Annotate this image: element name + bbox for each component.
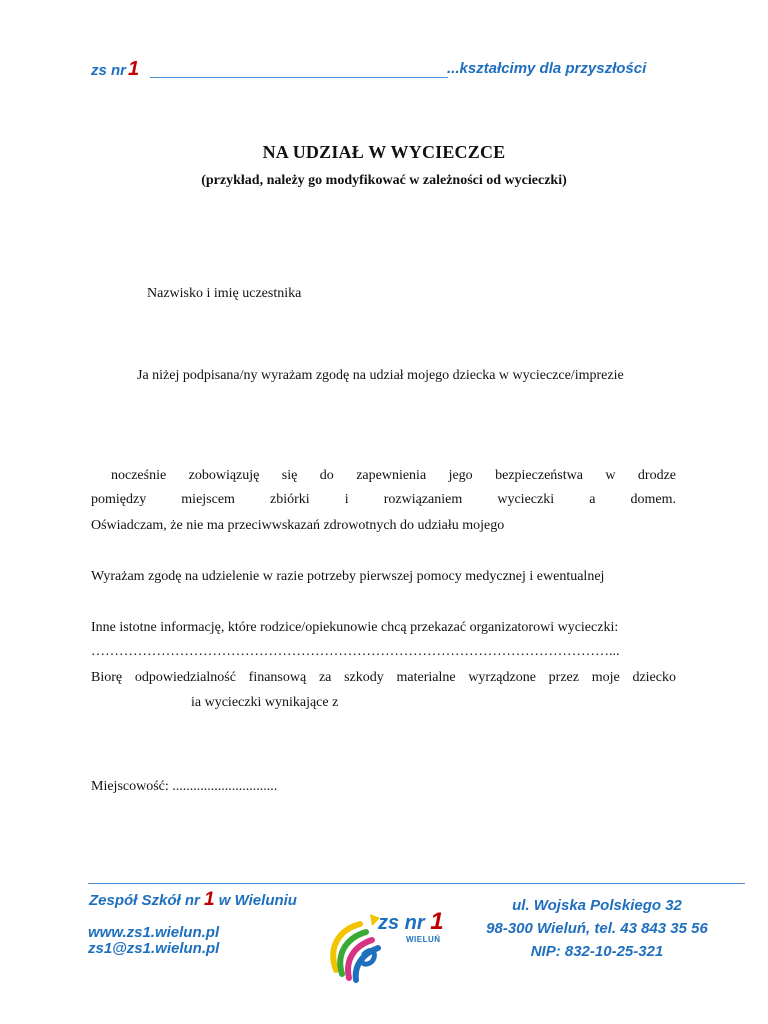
paragraph-line: nocześnie zobowiązuję się do zapewnienia jego bezpieczeństwa w drodze xyxy=(111,468,676,483)
dotted-fill-line: …………………………………………………………………………………………………... xyxy=(91,644,620,659)
footer-address-block xyxy=(466,894,728,963)
header-rule xyxy=(150,77,448,78)
header-school-number: 1 xyxy=(128,58,140,80)
footer-contacts xyxy=(88,925,219,957)
logo-subtext: WIELUŃ xyxy=(406,935,441,944)
header-motto: ...kształcimy dla przyszłości xyxy=(447,60,647,77)
header-school-prefix: zs nr xyxy=(91,62,127,79)
logo-number: 1 xyxy=(430,908,444,935)
footer-school-number: 1 xyxy=(204,889,215,910)
footer-school-prefix: Zespół Szkół nr xyxy=(89,892,200,909)
logo-prefix: zs nr xyxy=(378,912,425,934)
footer-nip: NIP: 832-10-25-321 xyxy=(530,943,664,960)
place-label: Miejscowość: .............................. xyxy=(91,779,278,794)
other-info-label: Inne istotne informację, które rodzice/opiekunowie chcą przekazać organizatorowi wycieczki: xyxy=(91,620,619,635)
footer-school-name xyxy=(89,889,297,911)
liability-line: Biorę odpowiedzialność finansową za szkody materialne wyrządzone przez moje dziecko xyxy=(91,670,676,685)
footer-email[interactable]: zs1@zs1.wielun.pl xyxy=(88,940,220,957)
header-school-mark xyxy=(91,58,139,81)
first-aid-consent: Wyrażam zgodę na udzielenie w razie potrzeby pierwszej pomocy medycznej i ewentualnej xyxy=(91,569,605,584)
footer-website[interactable]: www.zs1.wielun.pl xyxy=(88,924,220,941)
document-title: NA UDZIAŁ W WYCIECZCE xyxy=(262,142,506,162)
logo-wordmark xyxy=(378,908,444,936)
participant-label: Nazwisko i imię uczestnika xyxy=(147,286,302,301)
footer-address: ul. Wojska Polskiego 32 xyxy=(512,897,682,914)
paragraph-line: pomiędzy miejscem zbiórki i rozwiązaniem wycieczki a domem. xyxy=(91,492,676,507)
footer-city-phone: 98-300 Wieluń, tel. 43 843 35 56 xyxy=(486,920,708,937)
consent-line: Ja niżej podpisana/ny wyrażam zgodę na udział mojego dziecka w wycieczce/imprezie xyxy=(137,368,624,383)
liability-line: ia wycieczki wynikające z xyxy=(191,695,339,710)
footer-rule xyxy=(88,883,745,884)
document-subtitle: (przykład, należy go modyfikować w zależności od wycieczki) xyxy=(201,173,567,188)
footer-school-suffix: w Wieluniu xyxy=(218,892,297,909)
paragraph-line: Oświadczam, że nie ma przeciwwskazań zdrowotnych do udziału mojego xyxy=(91,518,505,533)
